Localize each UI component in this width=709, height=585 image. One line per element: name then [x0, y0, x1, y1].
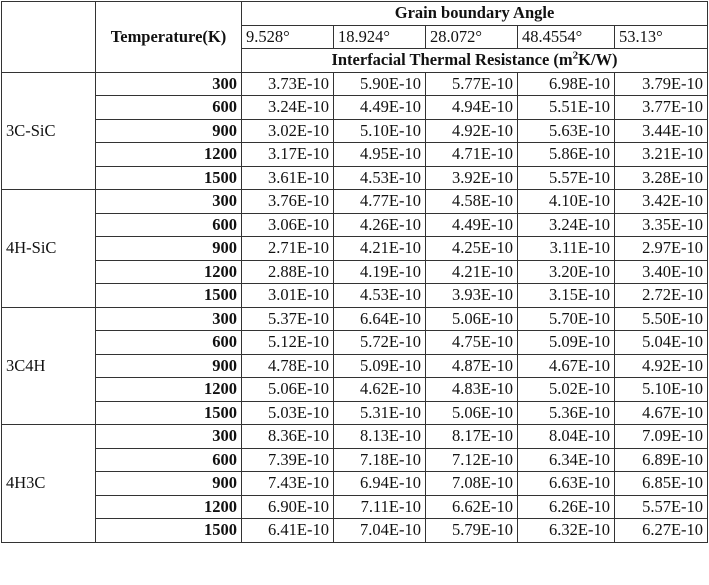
resistance-value: 6.89E-10: [615, 448, 708, 472]
table-row: [2, 401, 708, 425]
resistance-value: 3.24E-10: [242, 96, 334, 120]
table-row: [2, 284, 708, 308]
angle-value: 18.924°: [334, 25, 426, 49]
resistance-value: 8.17E-10: [426, 425, 518, 449]
resistance-value: 3.93E-10: [426, 284, 518, 308]
resistance-value: 3.73E-10: [242, 72, 334, 96]
resistance-value: 3.20E-10: [518, 260, 615, 284]
resistance-value: 3.77E-10: [615, 96, 708, 120]
header-row-angle: [2, 2, 708, 26]
resistance-value: 8.36E-10: [242, 425, 334, 449]
table-row: [2, 472, 708, 496]
resistance-value: 3.79E-10: [615, 72, 708, 96]
resistance-value: 3.01E-10: [242, 284, 334, 308]
resistance-value: 3.76E-10: [242, 190, 334, 214]
table-row: [2, 119, 708, 143]
resistance-header: [242, 49, 708, 73]
temperature-value: 300: [96, 190, 242, 214]
resistance-value: 7.39E-10: [242, 448, 334, 472]
table-row: [2, 307, 708, 331]
resistance-value: 6.85E-10: [615, 472, 708, 496]
angle-value: 48.4554°: [518, 25, 615, 49]
resistance-value: 4.92E-10: [615, 354, 708, 378]
resistance-value: 4.92E-10: [426, 119, 518, 143]
resistance-value: 4.67E-10: [615, 401, 708, 425]
resistance-value: 2.88E-10: [242, 260, 334, 284]
temperature-value: 300: [96, 72, 242, 96]
resistance-value: 6.63E-10: [518, 472, 615, 496]
resistance-value: 6.90E-10: [242, 495, 334, 519]
corner-cell: [2, 2, 96, 73]
temperature-value: 1200: [96, 260, 242, 284]
temperature-value: 900: [96, 119, 242, 143]
resistance-value: 3.28E-10: [615, 166, 708, 190]
temperature-value: 1500: [96, 166, 242, 190]
table-row: [2, 448, 708, 472]
resistance-title-tail: K/W): [578, 50, 618, 70]
resistance-value: 4.49E-10: [334, 96, 426, 120]
material-label: 4H-SiC: [2, 190, 96, 308]
resistance-title-main: Interfacial Thermal Resistance (m: [331, 50, 573, 70]
angle-value: 9.528°: [242, 25, 334, 49]
resistance-value: 5.06E-10: [426, 307, 518, 331]
resistance-value: 4.21E-10: [334, 237, 426, 261]
resistance-value: 4.75E-10: [426, 331, 518, 355]
resistance-value: 5.09E-10: [334, 354, 426, 378]
temperature-value: 1500: [96, 519, 242, 543]
temperature-value: 600: [96, 448, 242, 472]
resistance-value: 5.12E-10: [242, 331, 334, 355]
table-row: [2, 166, 708, 190]
material-label: 3C-SiC: [2, 72, 96, 190]
angle-value: 28.072°: [426, 25, 518, 49]
resistance-value: 4.10E-10: [518, 190, 615, 214]
resistance-value: 7.08E-10: [426, 472, 518, 496]
temperature-value: 600: [96, 331, 242, 355]
temperature-value: 1500: [96, 284, 242, 308]
resistance-value: 3.21E-10: [615, 143, 708, 167]
resistance-value: 6.64E-10: [334, 307, 426, 331]
resistance-value: 5.72E-10: [334, 331, 426, 355]
temperature-value: 600: [96, 96, 242, 120]
table-row: [2, 190, 708, 214]
temperature-value: 1200: [96, 495, 242, 519]
temperature-value: 300: [96, 307, 242, 331]
resistance-value: 8.13E-10: [334, 425, 426, 449]
material-label: 4H3C: [2, 425, 96, 543]
resistance-value: 4.83E-10: [426, 378, 518, 402]
resistance-value: 2.71E-10: [242, 237, 334, 261]
resistance-value: 5.50E-10: [615, 307, 708, 331]
table-row: [2, 143, 708, 167]
resistance-value: 4.67E-10: [518, 354, 615, 378]
table-body: [2, 2, 708, 543]
resistance-value: 4.95E-10: [334, 143, 426, 167]
resistance-value: 5.51E-10: [518, 96, 615, 120]
resistance-value: 4.87E-10: [426, 354, 518, 378]
table-row: [2, 213, 708, 237]
temperature-value: 900: [96, 237, 242, 261]
resistance-value: 4.77E-10: [334, 190, 426, 214]
resistance-value: 5.63E-10: [518, 119, 615, 143]
resistance-value: 5.37E-10: [242, 307, 334, 331]
resistance-value: 3.02E-10: [242, 119, 334, 143]
table-row: [2, 354, 708, 378]
resistance-value: 4.25E-10: [426, 237, 518, 261]
temperature-value: 1200: [96, 378, 242, 402]
resistance-value: 5.10E-10: [334, 119, 426, 143]
resistance-value: 4.26E-10: [334, 213, 426, 237]
resistance-value: 5.31E-10: [334, 401, 426, 425]
temperature-value: 1200: [96, 143, 242, 167]
table-row: [2, 260, 708, 284]
resistance-value: 6.62E-10: [426, 495, 518, 519]
resistance-value: 4.53E-10: [334, 166, 426, 190]
resistance-value: 5.10E-10: [615, 378, 708, 402]
resistance-value: 5.09E-10: [518, 331, 615, 355]
resistance-value: 6.27E-10: [615, 519, 708, 543]
temperature-value: 300: [96, 425, 242, 449]
resistance-value: 6.34E-10: [518, 448, 615, 472]
resistance-value: 4.94E-10: [426, 96, 518, 120]
resistance-value: 3.44E-10: [615, 119, 708, 143]
table-row: [2, 331, 708, 355]
resistance-value: 2.97E-10: [615, 237, 708, 261]
resistance-value: 5.57E-10: [615, 495, 708, 519]
resistance-value: 4.71E-10: [426, 143, 518, 167]
resistance-value: 6.26E-10: [518, 495, 615, 519]
table-row: [2, 378, 708, 402]
resistance-value: 3.42E-10: [615, 190, 708, 214]
temperature-header: Temperature(K): [96, 2, 242, 73]
resistance-value: 6.94E-10: [334, 472, 426, 496]
material-label: 3C4H: [2, 307, 96, 425]
resistance-value: 4.58E-10: [426, 190, 518, 214]
resistance-value: 6.98E-10: [518, 72, 615, 96]
resistance-value: 4.21E-10: [426, 260, 518, 284]
resistance-value: 5.36E-10: [518, 401, 615, 425]
resistance-value: 5.90E-10: [334, 72, 426, 96]
resistance-value: 4.19E-10: [334, 260, 426, 284]
resistance-value: 5.02E-10: [518, 378, 615, 402]
resistance-value: 5.79E-10: [426, 519, 518, 543]
resistance-value: 6.32E-10: [518, 519, 615, 543]
temperature-value: 900: [96, 472, 242, 496]
table-row: [2, 495, 708, 519]
resistance-value: 3.40E-10: [615, 260, 708, 284]
table-row: [2, 96, 708, 120]
resistance-value: 7.18E-10: [334, 448, 426, 472]
resistance-value: 5.77E-10: [426, 72, 518, 96]
resistance-value: 7.09E-10: [615, 425, 708, 449]
resistance-value: 3.35E-10: [615, 213, 708, 237]
temperature-value: 600: [96, 213, 242, 237]
thermal-resistance-table: [1, 1, 708, 543]
resistance-value: 5.06E-10: [426, 401, 518, 425]
resistance-title-sup: 2: [572, 49, 579, 62]
table-row: [2, 237, 708, 261]
resistance-value: 3.15E-10: [518, 284, 615, 308]
resistance-value: 3.11E-10: [518, 237, 615, 261]
resistance-value: 3.24E-10: [518, 213, 615, 237]
resistance-value: 4.62E-10: [334, 378, 426, 402]
resistance-value: 7.11E-10: [334, 495, 426, 519]
angle-header: Grain boundary Angle: [242, 2, 708, 26]
resistance-value: 4.53E-10: [334, 284, 426, 308]
temperature-value: 1500: [96, 401, 242, 425]
table-row: [2, 425, 708, 449]
resistance-value: 8.04E-10: [518, 425, 615, 449]
resistance-value: 3.92E-10: [426, 166, 518, 190]
resistance-value: 5.03E-10: [242, 401, 334, 425]
resistance-value: 5.70E-10: [518, 307, 615, 331]
resistance-value: 4.49E-10: [426, 213, 518, 237]
resistance-value: 5.04E-10: [615, 331, 708, 355]
resistance-value: 3.61E-10: [242, 166, 334, 190]
table-row: [2, 519, 708, 543]
resistance-value: 7.43E-10: [242, 472, 334, 496]
temperature-value: 900: [96, 354, 242, 378]
resistance-value: 2.72E-10: [615, 284, 708, 308]
resistance-value: 3.06E-10: [242, 213, 334, 237]
resistance-value: 3.17E-10: [242, 143, 334, 167]
resistance-value: 4.78E-10: [242, 354, 334, 378]
resistance-value: 7.12E-10: [426, 448, 518, 472]
resistance-value: 6.41E-10: [242, 519, 334, 543]
resistance-value: 5.86E-10: [518, 143, 615, 167]
angle-value: 53.13°: [615, 25, 708, 49]
resistance-value: 5.57E-10: [518, 166, 615, 190]
resistance-value: 7.04E-10: [334, 519, 426, 543]
table-row: [2, 72, 708, 96]
resistance-value: 5.06E-10: [242, 378, 334, 402]
